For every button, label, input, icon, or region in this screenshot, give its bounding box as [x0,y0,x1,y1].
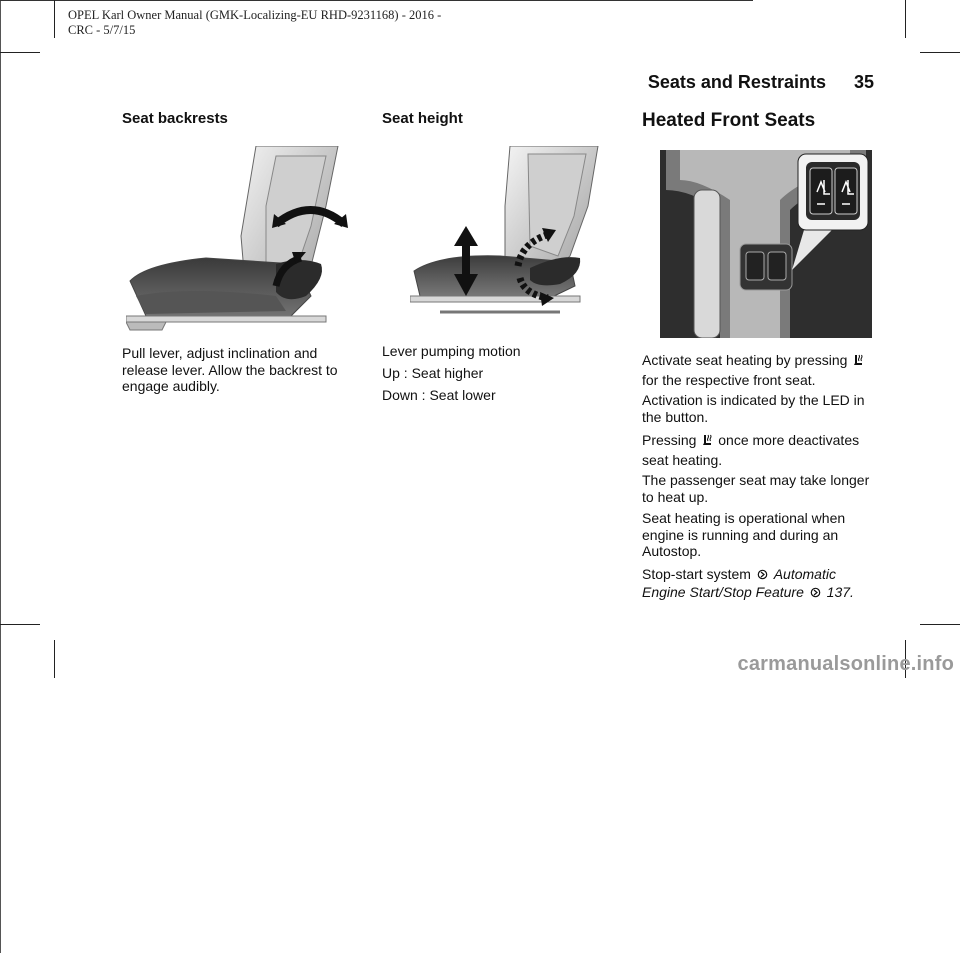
document-header-line1: OPEL Karl Owner Manual (GMK-Localizing-EU RHD-9231168) - 2016 - [68,8,442,22]
para3-text-a: Pressing [642,432,697,448]
crop-mark [920,624,960,625]
document-header [68,8,528,38]
document-header-line2: CRC - 5/7/15 [68,23,136,37]
crop-mark [920,52,960,53]
seat-height-heading: Seat height [382,110,463,127]
header-rule [0,0,753,1]
heated-front-seats-heading: Heated Front Seats [642,110,816,131]
seat-backrests-text: Pull lever, adjust inclination and release lever. Allow the backrest to engage audibly. [122,345,338,394]
para3-text-b: once more deactivates seat heating. [642,432,860,468]
column-divider [0,1,1,477]
section-title: Seats and Restraints [647,72,826,92]
column-divider [0,477,1,953]
reference-arrow-icon [810,587,821,598]
heated-seats-para1 [642,350,882,390]
heated-seats-para5: Seat heating is operational when engine is running and during an Autostop. [642,510,846,559]
seat-height-caption: Lever pumping motion [382,343,521,359]
crop-mark [54,0,55,38]
seat-height-down: Down : Seat lower [382,387,496,403]
seat-backrests-heading: Seat backrests [122,110,228,127]
para1-text-a: Activate seat heating by pressing [642,352,848,368]
watermark: carmanualsonline.info [737,653,954,675]
heated-seats-para4: The passenger seat may take longer to heat up. [642,472,870,505]
seat-heat-icon [700,433,714,447]
stop-start-page-ref[interactable]: 137. [826,584,854,600]
para6-text-a: Stop-start system [642,566,751,582]
crop-mark [54,640,55,678]
crop-mark [905,0,906,38]
crop-mark [0,624,40,625]
heated-seats-para3 [642,430,882,470]
heated-seats-console-illustration [660,150,872,338]
reference-arrow-icon [757,569,768,580]
seat-backrest-illustration [126,146,352,334]
seat-height-illustration [410,146,602,324]
page-header [648,72,874,93]
crop-mark [0,52,40,53]
seat-height-up: Up : Seat higher [382,365,484,381]
seat-heat-icon [851,353,865,367]
heated-seats-para2: Activation is indicated by the LED in the button. [642,392,865,425]
para1-text-b: for the respective front seat. [642,372,816,388]
stop-start-link[interactable]: Automatic Engine Start/Stop Feature [642,566,836,600]
page-number: 35 [853,72,874,92]
heated-seats-para6 [642,565,882,601]
